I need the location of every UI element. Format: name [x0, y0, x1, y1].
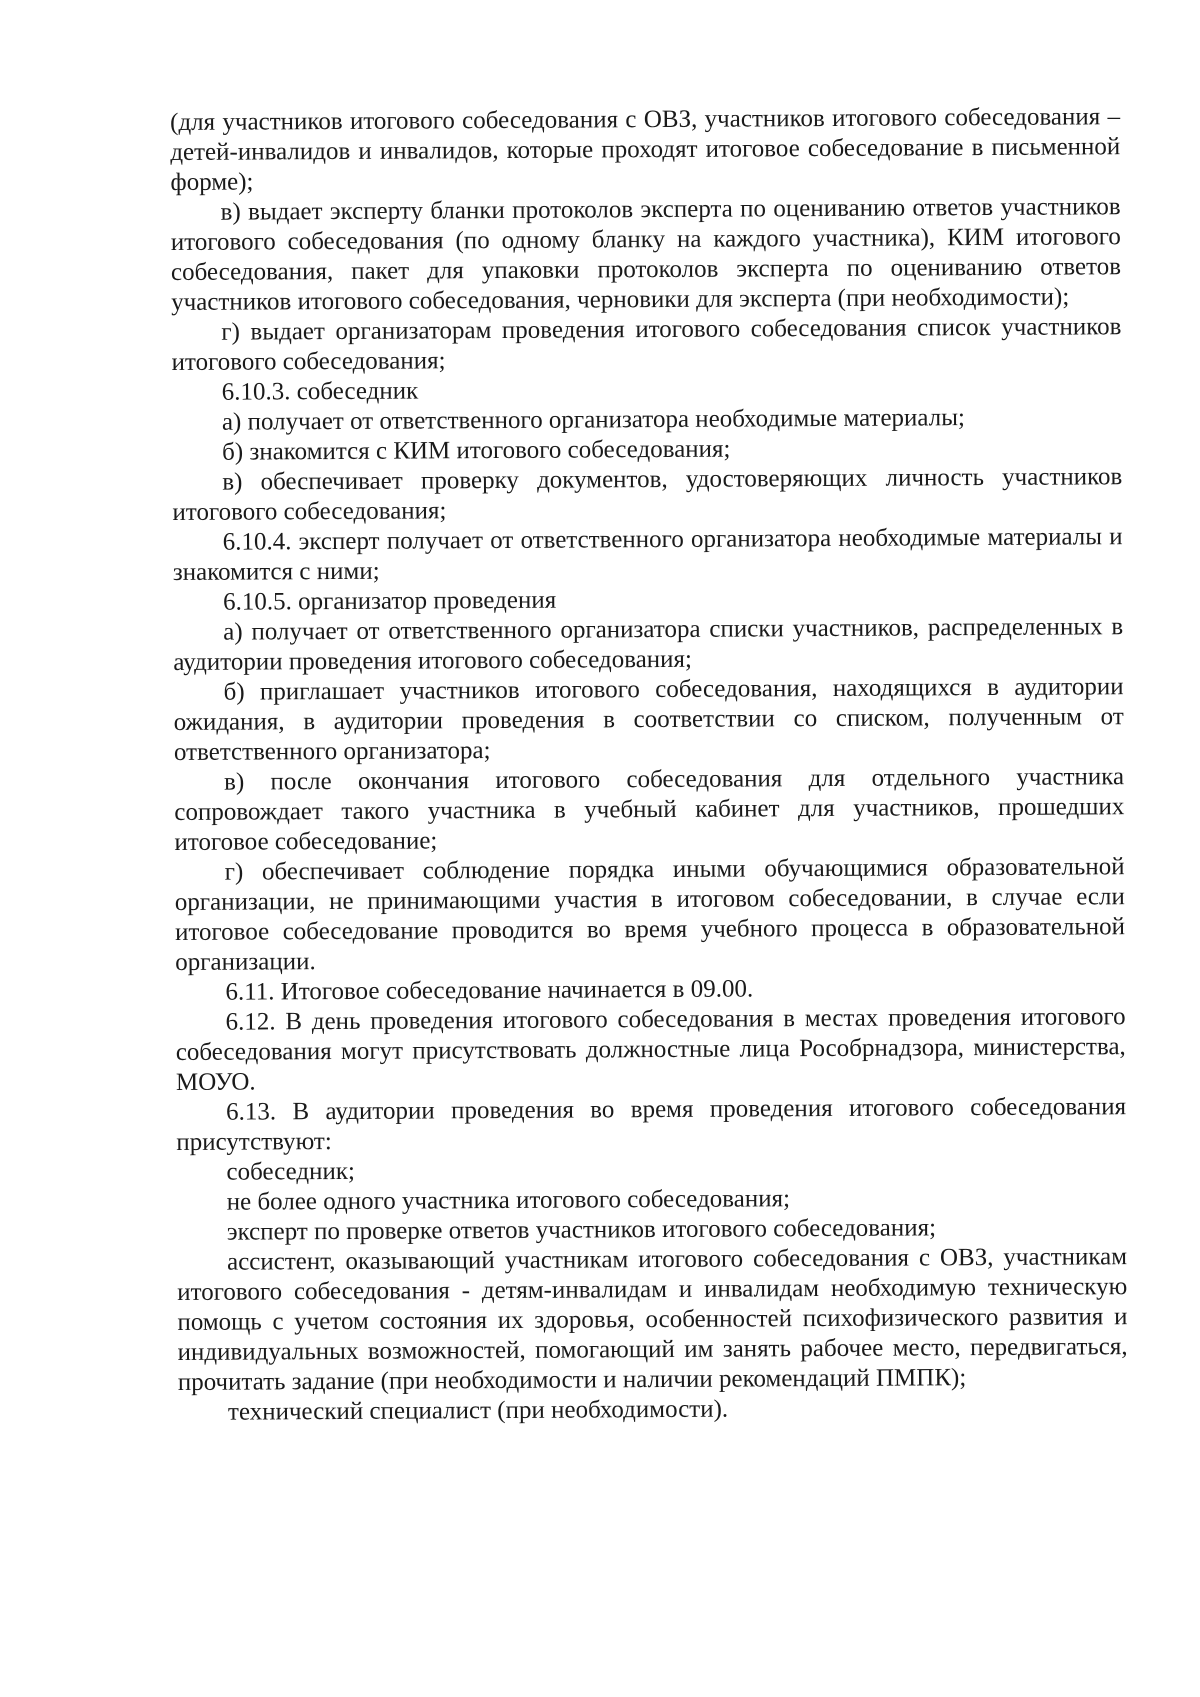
- paragraph-7: в) обеспечивает проверку документов, удостоверяющих личность участников итогового собеседования;: [172, 463, 1123, 526]
- paragraph-19: эксперт по проверке ответов участников итогового собеседования;: [226, 1214, 937, 1246]
- document-page: [170, 102, 1128, 1428]
- paragraph-3: г) выдает организаторам проведения итогового собеседования список участников итогового собеседования;: [171, 313, 1122, 376]
- paragraph-2: в) выдает эксперту бланки протоколов эксперта по оцениванию ответов участников итогового собеседования (по одному бланку на каждого участника), КИМ итогового собеседования, пакет для упаковки протоколов эксперта по оцениванию ответов участников итогового собеседования, черновики для эксперта (при необходимости);: [170, 193, 1122, 316]
- paragraph-21: технический специалист (при необходимости).: [227, 1395, 729, 1426]
- paragraph-8: 6.10.4. эксперт получает от ответственного организатора необходимые материалы и знакомится с ними;: [172, 523, 1123, 586]
- paragraph-20: ассистент, оказывающий участникам итогового собеседования с ОВЗ, участникам итогового собеседования - детям-инвалидам и инвалидам необходимую техническую помощь с учетом состояния их здоровья, особенностей психофизического развития и индивидуальных возможностей, помогающий им занять рабочее место, передвигаться, прочитать задание (при необходимости и наличии рекомендаций ПМПК);: [177, 1243, 1128, 1396]
- paragraph-18: не более одного участника итогового собеседования;: [226, 1185, 791, 1216]
- paragraph-14: 6.11. Итоговое собеседование начинается в 09.00.: [225, 975, 754, 1006]
- paragraph-5: а) получает от ответственного организатора необходимые материалы;: [221, 404, 966, 436]
- paragraph-4: 6.10.3. собеседник: [221, 377, 419, 406]
- paragraph-16: 6.13. В аудитории проведения во время проведения итогового собеседования присутствуют:: [176, 1093, 1127, 1156]
- paragraph-17: собеседник;: [226, 1157, 356, 1186]
- paragraph-6: б) знакомится с КИМ итогового собеседования;: [222, 435, 731, 466]
- paragraph-9: 6.10.5. организатор проведения: [222, 586, 557, 616]
- paragraph-11: б) приглашает участников итогового собеседования, находящихся в аудитории ожидания, в аудитории проведения в соответствии со списком, полученным от ответственного организатора;: [173, 673, 1124, 766]
- paragraph-12: в) после окончания итогового собеседования для отдельного участника сопровождает такого участника в учебный кабинет для участников, прошедших итоговое собеседование;: [174, 763, 1125, 856]
- paragraph-15: 6.12. В день проведения итогового собеседования в местах проведения итогового собеседования могут присутствовать должностные лица Рособрнадзора, министерства, МОУО.: [175, 1003, 1126, 1096]
- paragraph-13: г) обеспечивает соблюдение порядка иными обучающимися образовательной организации, не принимающими участия в итоговом собеседовании, в случае если итоговое собеседование проводится во время учебного процесса в образовательной организации.: [174, 853, 1126, 976]
- paragraph-1: (для участников итогового собеседования с ОВЗ, участников итогового собеседования – детей-инвалидов и инвалидов, которые проходят итоговое собеседование в письменной форме);: [170, 103, 1121, 196]
- paragraph-10: а) получает от ответственного организатора списки участников, распределенных в аудитории проведения итогового собеседования;: [173, 613, 1124, 676]
